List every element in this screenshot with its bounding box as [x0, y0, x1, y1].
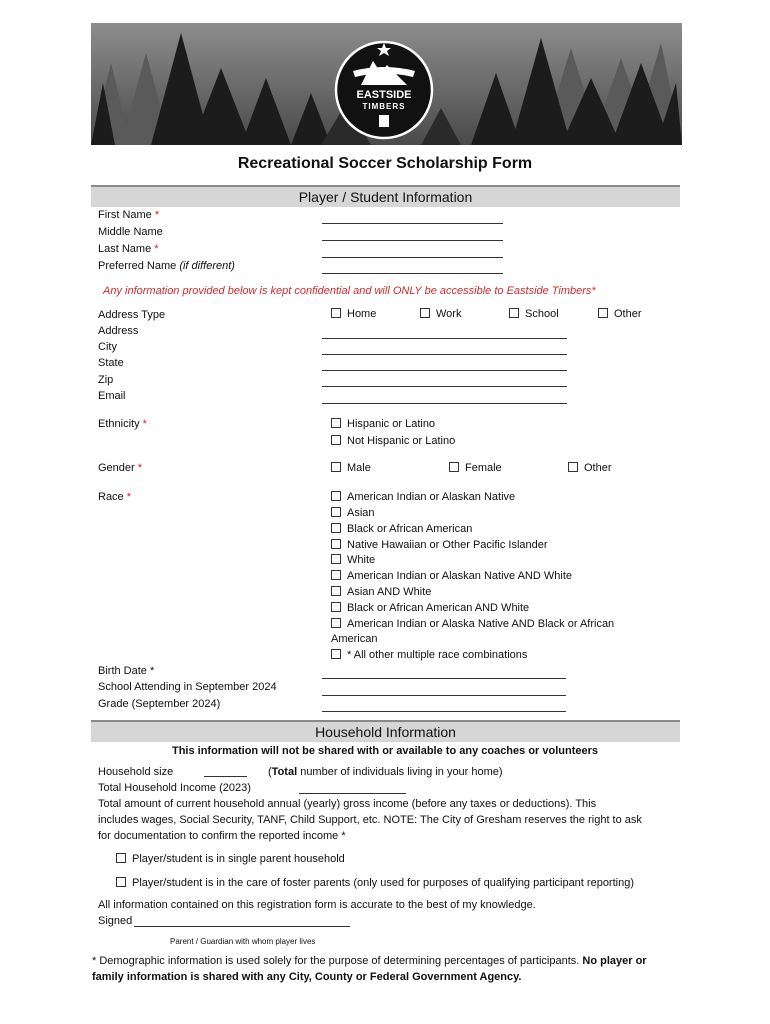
footnote-line-1: * Demographic information is used solely for the purpose of determining percentages of participants. No player or	[92, 955, 647, 967]
race-option[interactable]: American Indian or Alaskan Native	[331, 491, 515, 503]
address-type-home[interactable]: Home	[331, 308, 376, 320]
middle-name-label: Middle Name	[98, 226, 163, 238]
foster-option[interactable]: Player/student is in the care of foster parents (only used for purposes of qualifying participant reporting)	[116, 877, 634, 889]
household-size-field[interactable]	[204, 776, 247, 777]
state-field[interactable]	[322, 370, 567, 371]
checkbox-icon[interactable]	[568, 462, 578, 472]
preferred-name-field[interactable]	[322, 273, 503, 274]
ethnicity-option-not-hispanic[interactable]: Not Hispanic or Latino	[331, 435, 455, 447]
checkbox-icon[interactable]	[331, 418, 341, 428]
checkbox-icon[interactable]	[116, 853, 126, 863]
footnote-line-2: family information is shared with any City, County or Federal Government Agency.	[92, 971, 522, 983]
birth-date-label: Birth Date *	[98, 665, 155, 677]
last-name-label: Last Name *	[98, 243, 159, 255]
header-banner	[91, 23, 682, 145]
state-label: State	[98, 357, 124, 369]
ethnicity-option-hispanic[interactable]: Hispanic or Latino	[331, 418, 435, 430]
total-income-label: Total Household Income (2023)	[98, 782, 251, 794]
email-label: Email	[98, 390, 126, 402]
grade-field[interactable]	[322, 711, 566, 712]
single-parent-option[interactable]: Player/student is in single parent household	[116, 853, 345, 865]
household-size-note: (Total number of individuals living in your home)	[268, 766, 503, 778]
checkbox-icon[interactable]	[331, 586, 341, 596]
checkbox-icon[interactable]	[331, 462, 341, 472]
race-option[interactable]: Black or African American	[331, 523, 472, 535]
logo-line-2: TIMBERS	[362, 102, 406, 111]
ethnicity-label: Ethnicity *	[98, 418, 147, 430]
race-option[interactable]: White	[331, 554, 375, 566]
race-option[interactable]: American Indian or Alaskan Native AND White	[331, 570, 572, 582]
address-type-label: Address Type	[98, 309, 166, 321]
checkbox-icon[interactable]	[331, 507, 341, 517]
zip-label: Zip	[98, 374, 114, 386]
household-section-header	[91, 720, 680, 742]
checkbox-icon[interactable]	[331, 618, 341, 628]
checkbox-icon[interactable]	[449, 462, 459, 472]
signer-note: Parent / Guardian with whom player lives	[170, 937, 316, 946]
income-description-line-1: Total amount of current household annual (yearly) gross income (before any taxes or deductions). This	[98, 798, 597, 810]
checkbox-icon[interactable]	[509, 308, 519, 318]
checkbox-icon[interactable]	[331, 649, 341, 659]
income-description-line-3: for documentation to confirm the reported income *	[98, 830, 346, 842]
race-option[interactable]: Asian	[331, 507, 375, 519]
logo-line-1: EASTSIDE	[356, 89, 412, 101]
certification-statement: All information contained on this registration form is accurate to the best of my knowledge.	[98, 899, 536, 911]
checkbox-icon[interactable]	[331, 491, 341, 501]
first-name-label: First Name *	[98, 209, 160, 221]
address-type-work[interactable]: Work	[420, 308, 461, 320]
race-option[interactable]: Native Hawaiian or Other Pacific Islander	[331, 539, 548, 551]
grade-label: Grade (September 2024)	[98, 698, 221, 710]
race-option-wrap-text: American	[331, 633, 378, 645]
birth-date-field[interactable]	[322, 678, 566, 679]
total-income-field[interactable]	[299, 793, 406, 794]
gender-option-male[interactable]: Male	[331, 462, 371, 474]
school-attending-field[interactable]	[322, 695, 566, 696]
player-section-title: Player / Student Information	[298, 189, 473, 205]
checkbox-icon[interactable]	[331, 554, 341, 564]
checkbox-icon[interactable]	[331, 523, 341, 533]
player-section-header	[91, 185, 680, 207]
confidential-notice: Any information provided below is kept confidential and will ONLY be accessible to Eastside Timbers*	[103, 285, 596, 297]
race-option[interactable]: Black or African American AND White	[331, 602, 529, 614]
school-attending-label: School Attending in September 2024	[98, 681, 277, 693]
form-title: Recreational Soccer Scholarship Form	[237, 155, 533, 172]
checkbox-icon[interactable]	[331, 539, 341, 549]
city-field[interactable]	[322, 354, 567, 355]
logo-badge-icon	[379, 115, 389, 127]
address-label: Address	[98, 325, 139, 337]
race-option[interactable]: American Indian or Alaska Native AND Black or African	[331, 618, 614, 630]
address-type-school[interactable]: School	[509, 308, 559, 320]
signed-label: Signed	[98, 915, 133, 927]
checkbox-icon[interactable]	[331, 570, 341, 580]
checkbox-icon[interactable]	[331, 602, 341, 612]
city-label: City	[98, 341, 117, 353]
first-name-field[interactable]	[322, 223, 503, 224]
gender-label: Gender *	[98, 462, 143, 474]
race-option[interactable]: Asian AND White	[331, 586, 431, 598]
middle-name-field[interactable]	[322, 240, 503, 241]
address-field[interactable]	[322, 338, 567, 339]
income-description-line-2: includes wages, Social Security, TANF, Child Support, etc. NOTE: The City of Gresham reserves the right to ask	[98, 814, 642, 826]
signature-field[interactable]	[134, 926, 350, 927]
address-type-other[interactable]: Other	[598, 308, 642, 320]
race-option[interactable]: * All other multiple race combinations	[331, 649, 527, 661]
checkbox-icon[interactable]	[331, 308, 341, 318]
last-name-field[interactable]	[322, 257, 503, 258]
checkbox-icon[interactable]	[420, 308, 430, 318]
preferred-name-label: Preferred Name (if different)	[98, 260, 235, 272]
household-section-title: Household Information	[315, 724, 456, 740]
race-label: Race *	[98, 491, 132, 503]
household-subtitle: This information will not be shared with or available to any coaches or volunteers	[171, 745, 599, 757]
checkbox-icon[interactable]	[331, 435, 341, 445]
gender-option-female[interactable]: Female	[449, 462, 502, 474]
gender-option-other[interactable]: Other	[568, 462, 612, 474]
checkbox-icon[interactable]	[598, 308, 608, 318]
email-field[interactable]	[322, 403, 567, 404]
zip-field[interactable]	[322, 386, 567, 387]
checkbox-icon[interactable]	[116, 877, 126, 887]
household-size-label: Household size	[98, 766, 174, 778]
